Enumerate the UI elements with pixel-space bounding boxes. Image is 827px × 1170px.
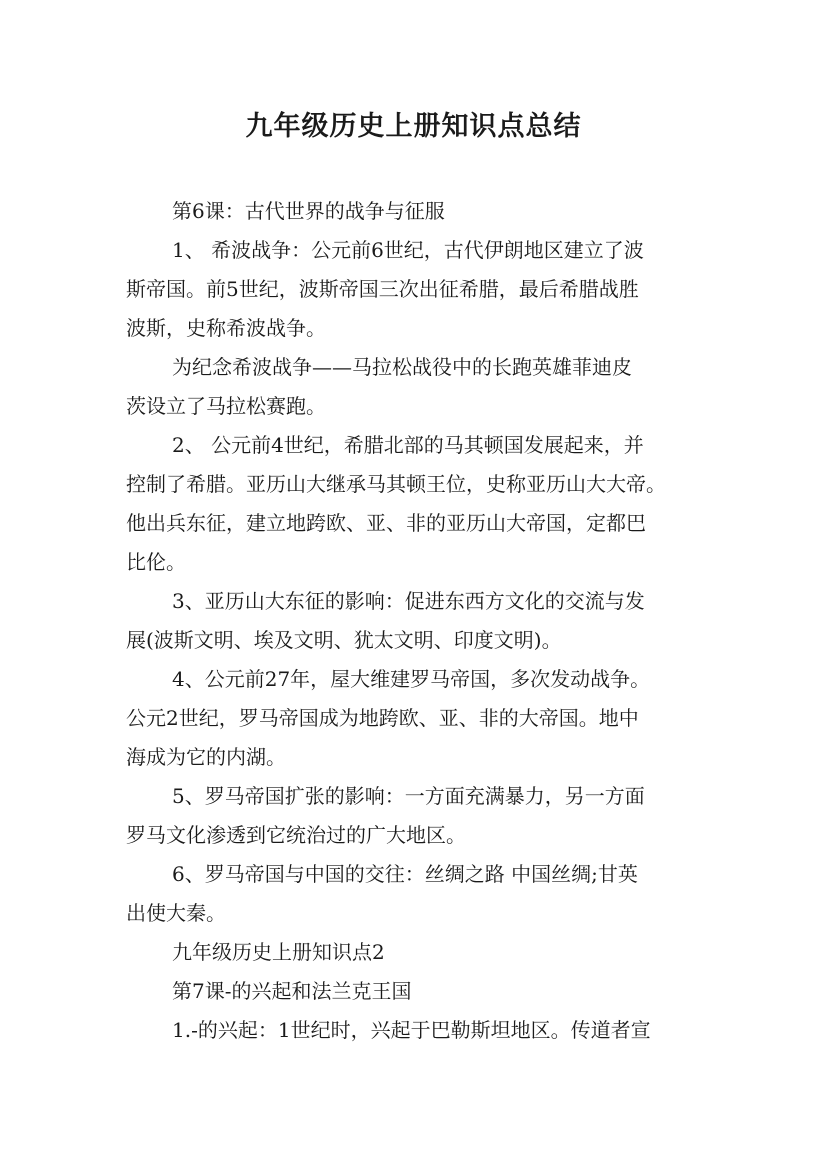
paragraph-line: 茨设立了马拉松赛跑。 bbox=[126, 394, 326, 418]
paragraph-line: 比伦。 bbox=[126, 550, 186, 574]
paragraph-line: 斯帝国。前5世纪，波斯帝国三次出征希腊，最后希腊战胜 bbox=[126, 277, 639, 301]
paragraph-line: 5、罗马帝国扩张的影响：一方面充满暴力，另一方面 bbox=[172, 784, 645, 808]
paragraph-line: 为纪念希波战争——马拉松战役中的长跑英雄菲迪皮 bbox=[172, 355, 632, 379]
paragraph-line: 4、公元前27年，屋大维建罗马帝国，多次发动战争。 bbox=[172, 667, 651, 691]
lesson-heading: 第6课：古代世界的战争与征服 bbox=[172, 199, 445, 223]
paragraph-line: 罗马文化渗透到它统治过的广大地区。 bbox=[126, 823, 466, 847]
paragraph-line: 展(波斯文明、埃及文明、犹太文明、印度文明)。 bbox=[126, 628, 562, 652]
paragraph-line: 他出兵东征，建立地跨欧、亚、非的亚历山大帝国，定都巴 bbox=[126, 511, 646, 535]
paragraph-line: 6、罗马帝国与中国的交往：丝绸之路 中国丝绸;甘英 bbox=[172, 862, 638, 886]
paragraph-line: 海成为它的内湖。 bbox=[126, 745, 286, 769]
paragraph-line: 1.-的兴起：1世纪时，兴起于巴勒斯坦地区。传道者宣 bbox=[172, 1018, 651, 1042]
paragraph-line: 2、 公元前4世纪，希腊北部的马其顿国发展起来，并 bbox=[172, 433, 644, 457]
paragraph-line: 波斯，史称希波战争。 bbox=[126, 316, 326, 340]
paragraph-line: 控制了希腊。亚历山大继承马其顿王位，史称亚历山大大帝。 bbox=[126, 472, 666, 496]
paragraph-line: 出使大秦。 bbox=[126, 901, 226, 925]
paragraph-line: 公元2世纪，罗马帝国成为地跨欧、亚、非的大帝国。地中 bbox=[126, 706, 639, 730]
section-heading: 九年级历史上册知识点2 bbox=[172, 940, 385, 964]
page-title: 九年级历史上册知识点总结 bbox=[245, 111, 582, 142]
paragraph-line: 3、亚历山大东征的影响：促进东西方文化的交流与发 bbox=[172, 589, 645, 613]
paragraph-line: 1、 希波战争：公元前6世纪，古代伊朗地区建立了波 bbox=[172, 238, 644, 262]
lesson-heading: 第7课-的兴起和法兰克王国 bbox=[172, 979, 412, 1003]
